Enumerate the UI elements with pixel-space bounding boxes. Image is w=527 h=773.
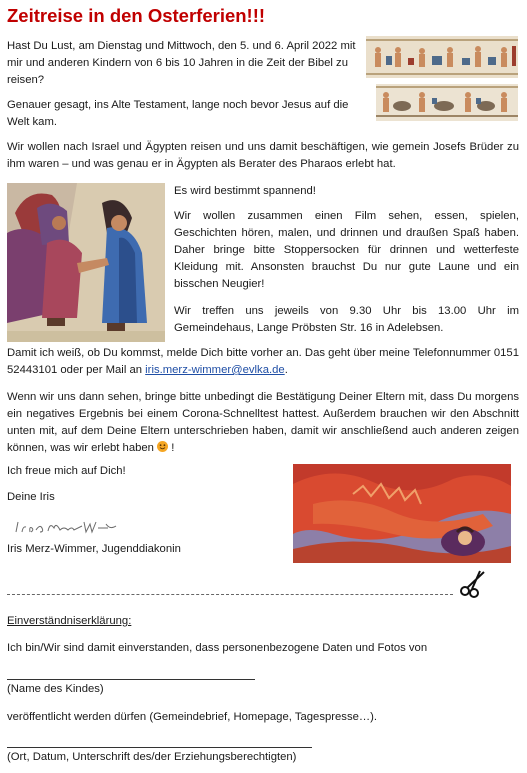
consent-text: Ich bin/Wir sind damit einverstanden, dass personenbezogene Daten und Fotos von [7, 642, 428, 654]
confirmation-paragraph [7, 389, 519, 457]
publish-text: veröffentlicht werden dürfen (Gemeindebrief, Homepage, Tagespresse…). [7, 711, 378, 723]
exciting-line: Es wird bestimmt spannend! [174, 185, 316, 197]
registration-paragraph [7, 345, 519, 379]
child-name-line [7, 679, 255, 680]
signature-name: Iris Merz-Wimmer, Jugenddiakonin [7, 543, 181, 555]
cut-line [7, 594, 453, 595]
meeting-paragraph: Wir treffen uns jeweils von 9.30 Uhr bis 13.00 Uhr im Gemeindehaus, Lange Pröbsten Str. 16 in Adelebsen. [174, 305, 519, 334]
handwritten-signature [12, 518, 122, 538]
journey-paragraph: Wir wollen nach Israel und Ägypten reisen und uns damit beschäftigen, wie gemein Josefs Brüder zu ihm waren – und was genau er in Ägypten als Berater des Pharaos erlebt hat. [7, 141, 519, 170]
intro-paragraph: Hast Du Lust, am Dienstag und Mittwoch, den 5. und 6. April 2022 mit mir und anderen Kindern von 6 bis 10 Jahren in die Zeit der Bibel zu reisen? [7, 40, 356, 86]
joseph-brothers-illustration [7, 183, 165, 342]
confirmation-end: ! [168, 442, 175, 454]
precise-paragraph: Genauer gesagt, ins Alte Testament, lange noch bevor Jesus auf die Welt kam. [7, 99, 349, 128]
egyptian-frieze-image-top [366, 36, 518, 78]
parent-signature-label: (Ort, Datum, Unterschrift des/der Erziehungsberechtigten) [7, 751, 297, 763]
scissors-icon [458, 568, 488, 598]
smiley-icon [157, 441, 168, 452]
greeting-line: Deine Iris [7, 491, 55, 503]
consent-heading: Einverständniserklärung: [7, 615, 132, 627]
looking-forward-line: Ich freue mich auf Dich! [7, 465, 126, 477]
parent-signature-line [7, 747, 312, 748]
child-name-label: (Name des Kindes) [7, 683, 104, 695]
registration-end: . [284, 364, 288, 376]
registration-text: Damit ich weiß, ob Du kommst, melde Dich bitte vorher an. Das geht über meine Telefonnummer 0151 52443101 oder per Mail an [7, 347, 519, 376]
red-painting-image [293, 464, 511, 563]
confirmation-text: Wenn wir uns dann sehen, bringe bitte unbedingt die Bestätigung Deiner Eltern mit, dass Du morgens ein negatives Ergebnis bei einem Corona-Schnelltest hattest. Außerdem brauchen wir den Abschnitt unten mit, auf dem Deine Eltern unterschrieben haben, damit wir anschließend auch anderen zeigen können, was wir erlebt haben [7, 391, 519, 454]
activities-paragraph: Wir wollen zusammen einen Film sehen, essen, spielen, Geschichten hören, malen, und drinnen und draußen Spaß haben. Daher bringe bitte Stoppersocken für drinnen und wetterfeste Kleidung mit. Ansonsten brauchst Du nur gute Laune und ein bisschen Neugier! [174, 210, 519, 290]
email-link[interactable]: iris.merz-wimmer@evlka.de [145, 364, 285, 376]
egyptian-frieze-image-bottom [376, 84, 518, 121]
page-title: Zeitreise in den Osterferien!!! [7, 5, 266, 26]
